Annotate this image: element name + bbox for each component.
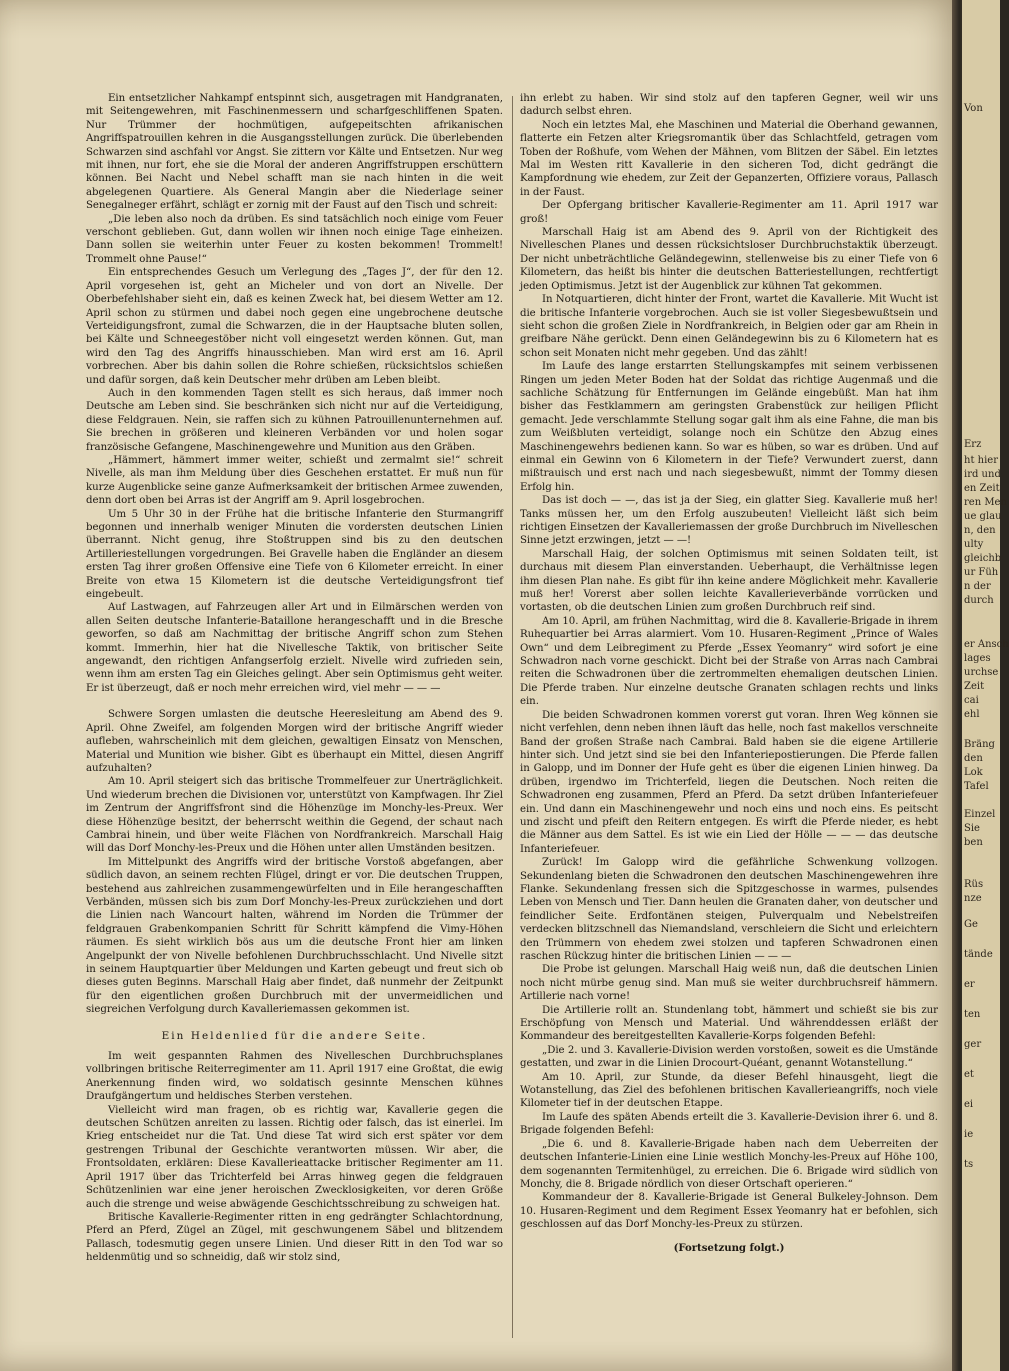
next-page-text: ue glau xyxy=(964,511,1002,522)
paragraph: Am 10. April steigert sich das britische Trommelfeuer zur Unerträglichkeit. Und wiederum brechen die Divisionen vor, unterstützt von Kampfwagen. Ihr Ziel im Zentrum der Angriffsfront sind die Höhenzüge im Monchy-les-Preux. Wer diese Höhenzüge besitzt, der beherrscht weithin die Gegend, der schaut nach Cambrai hinein, und über weite Flächen von Nordfrankreich. Marschall Haig will das Dorf Monchy-les-Preux und die Höhen unter allen Umständen besitzen. xyxy=(86,776,503,855)
next-page-text: ird und xyxy=(964,469,1001,480)
next-page-text: lages xyxy=(964,653,991,664)
next-page-edge xyxy=(962,0,1009,1371)
paragraph: Das ist doch — —, das ist ja der Sieg, ein glatter Sieg. Kavallerie muß her! Tanks müssen her, um den Erfolg auszubeuten! Vielleicht läßt sich beim richtigen Einsetzen der Kavalleriemassen der große Durchbruch im Nivelleschen Sinne jetzt erzwingen, jetzt — —! xyxy=(520,495,938,547)
paragraph: ihn erlebt zu haben. Wir sind stolz auf den tapferen Gegner, weil wir uns dadurch selbst ehren. xyxy=(520,93,938,118)
paragraph: Schwere Sorgen umlasten die deutsche Heeresleitung am Abend des 9. April. Ohne Zweifel, am folgenden Morgen wird der britische Angriff wieder aufleben, wahrscheinlich mit dem gleichen, gewaltigen Einsatz von Menschen, Material und Munition wie bisher. Gibt es überhaupt ein Mittel, diesen Angriff aufzuhalten? xyxy=(86,709,503,774)
next-page-text: den xyxy=(964,753,983,764)
next-page-text: gleichb xyxy=(964,553,1002,564)
next-page-text: durch xyxy=(964,595,994,606)
paragraph: „Die leben also noch da drüben. Es sind tatsächlich noch einige vom Feuer verschont geblieben. Gut, dann wollen wir ihnen noch einige Tage einheizen. Dann sollen sie weiterhin unter Feuer zu kosten bekommen! Trommelt! Trommelt ohne Pause!“ xyxy=(86,213,503,265)
paragraph: In Notquartieren, dicht hinter der Front, wartet die Kavallerie. Mit Wucht ist die britische Infanterie vorgebrochen. Auch sie ist voller Siegesbewußtsein und sieht schon die großen Ziele in Nordfrankreich, in Belgien oder gar am Rhein in greifbare Nähe gerückt. Denn einen Geländegewinn bis zu 6 Kilometern hat es schon seit Monaten nicht mehr gegeben. Und das zählt! xyxy=(520,294,938,359)
paragraph: Am 10. April, am frühen Nachmittag, wird die 8. Kavallerie-Brigade in ihrem Ruhequartier bei Arras alarmiert. Vom 10. Husaren-Regiment „Prince of Wales Own“ und dem Leibregiment zu Pferde „Essex Yeomanry“ wird sofort je eine Schwadron nach vorne geschickt. Dicht bei der Straße von Arras nach Cambrai reiten die Schwadronen über die zertrommelten ehemaligen deutschen Linien. Die Pferde traben. Nur einzelne deutsche Granaten schlagen rechts und links ein. xyxy=(520,615,938,708)
next-page-text: Sie xyxy=(964,823,980,834)
next-page-text: n der xyxy=(964,581,991,592)
paragraph: Marschall Haig ist am Abend des 9. April von der Richtigkeit des Nivelleschen Planes und dessen rücksichtsloser Durchbruchstaktik überzeugt. Der nicht unbeträchtliche Geländegewinn, stellenweise bis zu einer Tiefe von 6 Kilometern, das heißt bis hinter die deutschen Batteriestellungen, rechtfertigt jeden Optimismus. Jetzt ist der Augenblick zur kühnen Tat gekommen. xyxy=(520,227,938,292)
page-discoloration xyxy=(0,0,958,40)
next-page-text: Lok xyxy=(964,767,983,778)
paragraph: Auf Lastwagen, auf Fahrzeugen aller Art und in Eilmärschen werden von allen Seiten deutsche Infanterie-Bataillone herangeschafft und in die Bresche geworfen, so daß am Nachmittag der britische Angriff schon zum Stehen kommt. Immerhin, hier hat die Nivellesche Taktik, von britischer Seite angewandt, den richtigen Anfangserfolg erzielt. Nivelle wird zufrieden sein, wenn ihm am ersten Tag ein Gleiches gelingt. Aber sein Optimismus geht weiter. Er ist überzeugt, daß er noch mehr erreichen wird, viel mehr — — — xyxy=(86,602,503,694)
next-page-text: ht hier xyxy=(964,455,998,466)
next-page-text: ulty xyxy=(964,539,984,550)
paragraph: Zurück! Im Galopp wird die gefährliche Schwenkung vollzogen. Sekundenlang bieten die Schwadronen den deutschen Maschinengewehren ihre Flanke. Sekundenlang fressen sich die Spitzgeschosse in warmes, pulsendes Leben von Mensch und Tier. Dann heulen die Granaten daher, von deutscher und feindlicher Seite. Erdfontänen steigen, Pulverqualm und Nebelstreifen verdecken blitzschnell das Niemandsland, verschleiern die Sicht und erleichtern den Trümmern von ehedem zwei stolzen und tapferen Schwadronen einen raschen Rückzug hinter die britischen Linien — — — xyxy=(520,857,938,962)
next-page-text: ts xyxy=(964,1159,974,1170)
next-page-text: Rüs xyxy=(964,879,984,890)
next-page-text: ten xyxy=(964,1009,981,1020)
paragraph: Vielleicht wird man fragen, ob es richtig war, Kavallerie gegen die deutschen Schützen anreiten zu lassen. Richtig oder falsch, das ist einerlei. Im Krieg entscheidet nur die Tat. Und diese Tat wird sich erst später vor dem gestrengen Tribunal der Geschichte verantworten müssen. Wir aber, die Frontsoldaten, erklären: Diese Kavallerieattacke britischer Regimenter am 11. April 1917 über das Trichterfeld bei Arras hinweg gegen die feldgrauen Schützenlinien war eine jener heroischen Zwecklosigkeiten, vor deren Größe auch die strenge und weise abwägende Geschichtsschreibung zu schweigen hat. xyxy=(86,1104,503,1210)
next-page-text: ehl xyxy=(964,709,980,720)
section-heading: Ein Heldenlied für die andere Seite. xyxy=(161,1029,428,1042)
next-page-text: tände xyxy=(964,949,993,960)
next-page-text: ur Füh xyxy=(964,567,999,578)
next-page-text: Tafel xyxy=(964,781,989,792)
paragraph: Die beiden Schwadronen kommen vorerst gut voran. Ihren Weg können sie nicht verfehlen, denn neben ihnen läuft das helle, noch fast makellos verschneite Band der großen Straße nach Cambrai. Bald haben sie die eigene Artillerie hinter sich. Und jetzt sind sie bei den Infanteriepostierungen. Die Pferde fallen in Galopp, und im Donner der Hufe geht es über die eigenen Linien hinweg. Da drüben, irgendwo im Trichterfeld, liegen die Deutschen. Noch reiten die Schwadronen eng zusammen, Pferd an Pferd. Da setzt drüben Infanteriefeuer ein. Und dann ein Maschinengewehr und noch eins und noch eins. Es peitscht und zischt und pfeift den Reitern entgegen. Es wirft die Pferde nieder, es hebt die Männer aus dem Sattel. Es ist wie ein Lied der Hölle — — — das deutsche Infanteriefeuer. xyxy=(520,709,938,855)
paragraph: Britische Kavallerie-Regimenter ritten in eng gedrängter Schlachtordnung, Pferd an Pferd, Zügel an Zügel, mit geschwungenem Säbel und blitzendem Pallasch, todesmutig gegen unsere Linien. Und dieser Ritt in den Tod war so heldenmütig und so schneidig, daß wir stolz sind, xyxy=(86,1211,503,1264)
paragraph: „Hämmert, hämmert immer weiter, schießt und zermalmt sie!“ schreit Nivelle, als man ihm Meldung über dies Geschehen erstattet. Er muß nun für kurze Augenblicke seine ganze Aufmerksamkeit der britischen Armee zuwenden, denn dort oben bei Arras ist der Angriff am 9. April losgebrochen. xyxy=(86,454,503,507)
column-divider xyxy=(512,96,513,1338)
next-page-text: cai xyxy=(964,695,979,706)
continued-notice: (Fortsetzung folgt.) xyxy=(673,1241,785,1254)
paragraph: Der Opfergang britischer Kavallerie-Regimenter am 11. April 1917 war groß! xyxy=(520,200,938,225)
paragraph: Die Probe ist gelungen. Marschall Haig weiß nun, daß die deutschen Linien noch nicht mürbe genug sind. Man muß sie weiter durchbruchsreif hämmern. Artillerie nach vorne! xyxy=(520,964,938,1003)
paragraph: Die Artillerie rollt an. Stundenlang tobt, hämmert und schießt sie bis zur Erschöpfung von Mensch und Material. Und währenddessen erläßt der Kommandeur des bereitgestellten Kavallerie-Korps folgenden Befehl: xyxy=(520,1004,938,1043)
paragraph: Im weit gespannten Rahmen des Nivelleschen Durchbruchsplanes vollbringen britische Reiterregimenter am 11. April 1917 eine Großtat, die ewig Anerkennung finden wird, wo soldatisch gesinnte Menschen kühnes Draufgängertum und heldisches Sterben verstehen. xyxy=(86,1051,503,1103)
next-page-text: Ge xyxy=(964,919,978,930)
paragraph: Ein entsprechendes Gesuch um Verlegung des „Tages J“, der für den 12. April vorgesehen ist, geht an Micheler und von dort an Nivelle. Der Oberbefehlshaber sieht ein, daß es keinen Zweck hat, bei diesem Wetter am 12. April schon zu stürmen und dabei noch gegen eine ungebrochene deutsche Verteidigungsfront, zumal die Schwarzen, die in der Hauptsache bluten sollen, bei Kälte und Schneegestöber nicht voll eingesetzt werden können. Gut, man wird den Tag des Angriffs hinausschieben. Man wird erst am 16. April vorbrechen. Aber bis dahin sollen die Rohre schießen, rücksichtslos schießen und dafür sorgen, daß kein Deutscher mehr drüben am Leben bleibt. xyxy=(86,267,503,386)
paragraph: „Die 2. und 3. Kavallerie-Division werden vorstoßen, soweit es die Umstände gestatten, und zwar in die Linien Drocourt-Quéant, genannt Wotanstellung.“ xyxy=(520,1044,938,1070)
next-page-text: ie xyxy=(964,1129,974,1140)
next-page-text: ren Men xyxy=(964,497,1007,508)
next-page-text: Bräng xyxy=(964,739,995,750)
next-page-text: n, den xyxy=(964,525,996,536)
next-page-text: Einzel xyxy=(964,809,996,820)
paragraph: Im Laufe des späten Abends erteilt die 3. Kavallerie-Devision ihrer 6. und 8. Brigade folgenden Befehl: xyxy=(520,1111,938,1137)
paragraph: Ein entsetzlicher Nahkampf entspinnt sich, ausgetragen mit Handgranaten, mit Seitengewehren, mit Faschinenmessern und scharfgeschliffenen Spaten. Nur Trümmer der hochmütigen, aufgepeitschten afrikanischen Angriffspatrouillen kehren in die Ausgangsstellungen zurück. Die überlebenden Schwarzen sind aschfahl vor Angst. Sie zittern vor Kälte und Entsetzen. Nur weg mit ihnen, nur fort, ehe sie die Moral der anderen Angriffstruppen erschüttern können. Bei Nacht und Nebel schafft man sie nach hinten in die weit abgelegenen Quartiere. Als General Mangin aber die Niederlage seiner Senegalneger erfährt, schlägt er zornig mit der Faust auf den Tisch und schreit: xyxy=(86,93,503,212)
paragraph: Um 5 Uhr 30 in der Frühe hat die britische Infanterie den Sturmangriff begonnen und innerhalb weniger Minuten die vordersten deutschen Linien überrannt. Nicht genug, ihre Stoßtruppen sind bis zu den deutschen Artilleriestellungen vorgedrungen. Bei Gravelle haben die Engländer an diesem ersten Tag ihrer großen Offensive eine Tiefe von 6 Kilometer erreicht. In einer Breite von etwa 15 Kilometern ist die deutsche Verteidigungsfront tief eingebeult. xyxy=(86,508,503,601)
next-page-text: Zeit xyxy=(964,681,985,692)
paragraph: Im Laufe des lange erstarrten Stellungskampfes mit seinem verbissenen Ringen um jeden Meter Boden hat der Soldat das richtige Augenmaß und die sachliche Schätzung für Entfernungen im Gelände eingebüßt. Man hat ihm bisher das Festklammern am geringsten Grabenstück zur heiligen Pflicht gemacht. Jede verschlammte Stellung sogar galt ihm als eine Fahne, die man bis zum Weißbluten verteidigt, solange noch ein Schütze den Abzug eines Maschinengewehrs bedienen kann. So war es hüben, so war es drüben. Und auf einmal ein Gewinn von 6 Kilometern in der Tiefe? Verwundert zuerst, dann mißtrauisch und erst nach und nach siegesbewußt, nimmt der Tommy diesen Erfolg hin. xyxy=(520,361,938,493)
next-page-text: nze xyxy=(964,893,982,904)
next-page-text: er xyxy=(964,979,975,990)
next-page-text: ger xyxy=(964,1039,982,1050)
next-page-text: et xyxy=(964,1069,974,1080)
paragraph: Noch ein letztes Mal, ehe Maschinen und Material die Oberhand gewannen, flatterte ein Fetzen alter Kriegsromantik über das Schlachtfeld, getragen vom Toben der Roßhufe, vom Wehen der Mähnen, vom Blitzen der Säbel. Ein letztes Mal im Westen ritt Kavallerie in den sicheren Tod, dicht gedrängt die Kampfordnung wie ehedem, zur Zeit der Gepanzerten, Offiziere voraus, Pallasch in der Faust. xyxy=(520,119,938,198)
paragraph: „Die 6. und 8. Kavallerie-Brigade haben nach dem Ueberreiten der deutschen Infanterie-Linien eine Linie westlich Monchy-les-Preux auf Höhe 100, dem sogenannten Termitenhügel, zu erreichen. Die 6. Brigade wird südlich von Monchy, die 8. Brigade nördlich von dieser Ortschaft operieren.“ xyxy=(520,1138,938,1190)
paragraph: Kommandeur der 8. Kavallerie-Brigade ist General Bulkeley-Johnson. Dem 10. Husaren-Regiment und dem Regiment Essex Yeomanry hat er befohlen, sich geschlossen auf das Dorf Monchy-les-Preux zu stürzen. xyxy=(520,1192,938,1231)
left-column xyxy=(86,92,503,1265)
paragraph: Im Mittelpunkt des Angriffs wird der britische Vorstoß abgefangen, aber südlich davon, an seinem rechten Flügel, dringt er vor. Die deutschen Truppen, bestehend aus zahlreichen zusammengewürfelten und in Eile herangeschafften Verbänden, müssen sich bis zum Dorf Monchy-les-Preux zurückziehen und dort die Linien nach Wancourt halten, während im Norden die Trümmer der feldgrauen Grabenkompanien Schritt für Schritt kämpfend die Vimy-Höhen räumen. Es sieht wirklich bös aus um die deutsche Front hier am linken Angelpunkt der von Nivelle befohlenen Durchbruchsschlacht. Und Nivelle sitzt in seinem Hauptquartier über Meldungen und Karten gebeugt und freut sich ob dieses guten Beginns. Marschall Haig aber findet, daß nunmehr der Zeitpunkt für den eigentlichen großen Durchbruch mit der unvermeidlichen und siegreichen Verfolgung durch Kavalleriemassen gekommen ist. xyxy=(86,856,503,1016)
right-column xyxy=(520,92,938,1255)
paragraph: Auch in den kommenden Tagen stellt es sich heraus, daß immer noch Deutsche am Leben sind. Sie beschränken sich nicht nur auf die Verteidigung, diese Feldgrauen. Nein, sie raffen sich zu kühnen Patrouillenunternehmen auf. Sie brechen in größeren und kleineren Verbänden vor und holen sogar französische Gefangene, Maschinengewehre und Munition aus den Gräben. xyxy=(86,387,503,453)
next-page-text: ei xyxy=(964,1099,974,1110)
paragraph: Am 10. April, zur Stunde, da dieser Befehl hinausgeht, liegt die Wotanstellung, das Ziel des befohlenen britischen Kavallerieangriffs, noch viele Kilometer tief in der deutschen Etappe. xyxy=(520,1071,938,1110)
next-page-text: er Ansch xyxy=(964,639,1009,650)
next-page-text: Von xyxy=(964,103,983,114)
paragraph: Marschall Haig, der solchen Optimismus mit seinen Soldaten teilt, ist durchaus mit diesem Plan einverstanden. Ueberhaupt, die Verhältnisse legen ihm diesen Plan nahe. Es gibt für ihn keine andere Möglichkeit mehr. Kavallerie muß her! Vorerst aber sollen leichte Kavallerieverbände vorrücken und vortasten, ob die deutschen Linien zum großen Durchbruch reif sind. xyxy=(520,548,938,614)
next-page-text: Erz xyxy=(964,439,982,450)
next-page-text: urchse xyxy=(964,667,999,678)
next-page-text: en Zeit xyxy=(964,483,1000,494)
next-page-text: ben xyxy=(964,837,983,848)
